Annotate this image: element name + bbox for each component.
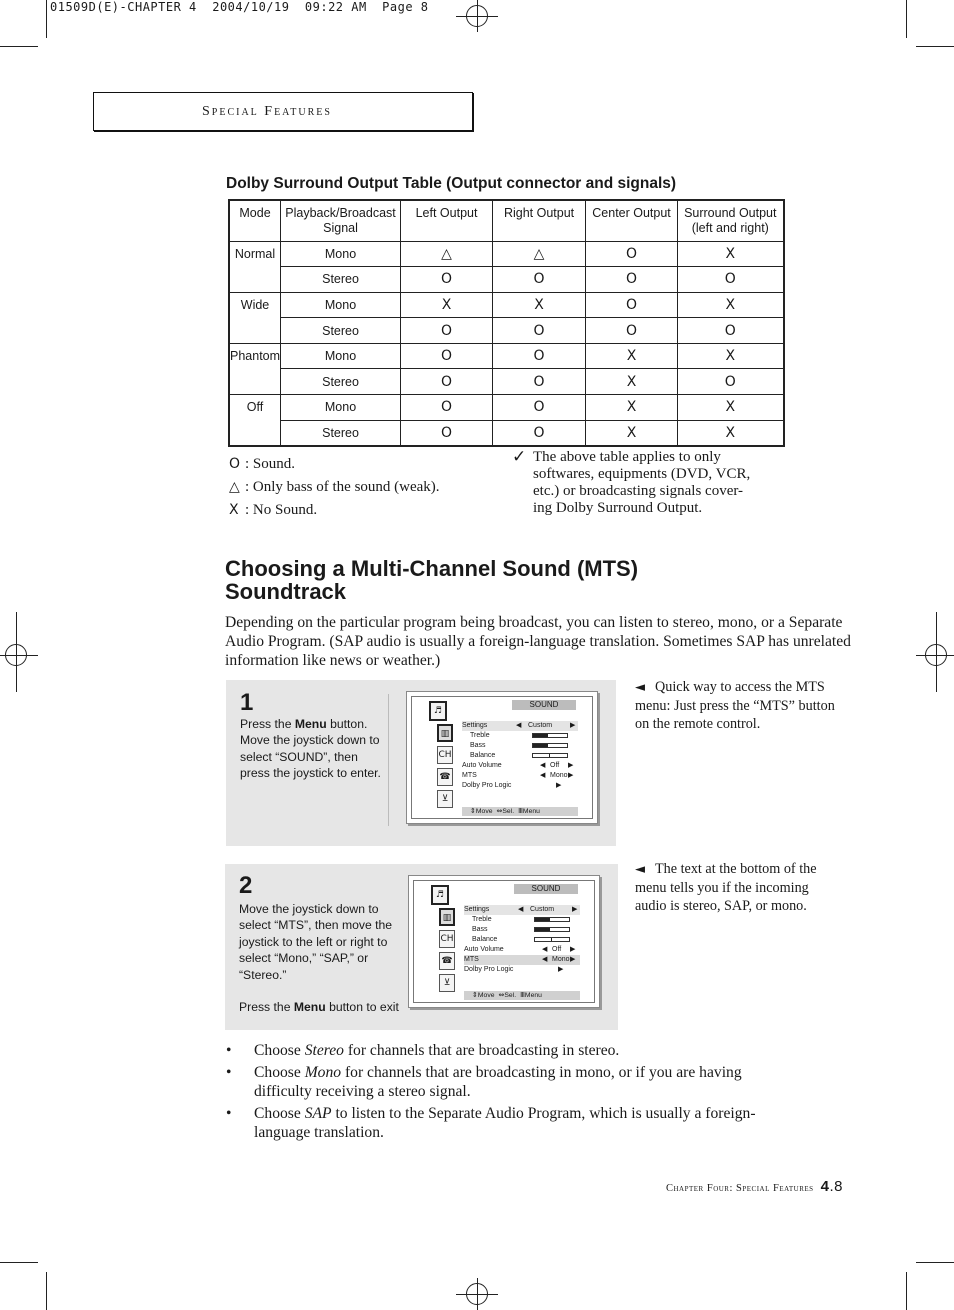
side-note-line — [635, 860, 857, 879]
output-cell: O — [678, 318, 784, 344]
page-number-minor: .8 — [829, 1178, 844, 1195]
table-header-surround-line: Surround Output — [684, 206, 777, 220]
output-cell: X — [586, 420, 678, 446]
signal-cell: Stereo — [281, 369, 401, 395]
osd-level-fill — [535, 938, 552, 941]
side-note-line: menu tells you if the incoming — [635, 880, 809, 896]
mode-cell: Normal — [229, 241, 281, 292]
table-row — [229, 395, 784, 421]
osd-level-bar — [532, 743, 568, 748]
osd-footer — [462, 807, 578, 816]
output-cell: O — [401, 343, 493, 369]
choice-item — [226, 1104, 766, 1142]
step-line: Move the joystick down to — [239, 902, 379, 916]
signal-cell: Mono — [281, 241, 401, 267]
input-icon[interactable]: ⊻ — [437, 790, 453, 808]
choice-text: for channels that are broadcasting in mono, or if you are having difficulty receiving a stereo signal. — [254, 1064, 742, 1100]
osd-row-label: Bass — [470, 742, 486, 749]
side-note-text: The text at the bottom of the — [655, 861, 817, 877]
osd-panel — [413, 880, 595, 1003]
choice-option: Stereo — [304, 1042, 344, 1059]
table-row — [229, 292, 784, 318]
output-cell: O — [401, 369, 493, 395]
osd-row[interactable] — [464, 915, 580, 925]
osd-row-label: Balance — [472, 936, 498, 943]
arrow-right-icon: ▶ — [568, 771, 574, 779]
picture-icon[interactable]: ♬ — [431, 885, 449, 905]
side-note-line: menu: Just press the “MTS” button — [635, 698, 835, 714]
osd-row-value: Mono — [550, 772, 568, 779]
signal-cell: Stereo — [281, 420, 401, 446]
osd-row-label: MTS — [464, 956, 479, 963]
output-cell: X — [678, 420, 784, 446]
legend-text: : Only bass of the sound (weak). — [245, 479, 440, 495]
osd-level-fill — [535, 928, 550, 931]
table-header-left: Left Output — [401, 200, 493, 241]
output-cell: X — [586, 343, 678, 369]
crop-mark — [906, 0, 907, 38]
osd-row[interactable] — [462, 741, 578, 751]
picture-icon[interactable]: ♬ — [429, 701, 447, 721]
table-row — [229, 369, 784, 395]
section-header-text: Special Features — [202, 103, 332, 119]
osd-title: SOUND — [514, 884, 578, 894]
step-1-side-note — [635, 678, 857, 733]
arrow-left-icon: ◀ — [542, 955, 548, 963]
output-cell: X — [678, 241, 784, 267]
osd-footer-sel: Sel. — [504, 992, 517, 999]
signal-cell: Stereo — [281, 318, 401, 344]
osd-panel — [411, 696, 593, 819]
osd-row-value: Custom — [528, 722, 553, 729]
registration-mark — [477, 1278, 478, 1310]
output-cell: O — [493, 420, 586, 446]
osd-row[interactable] — [462, 721, 578, 731]
registration-mark — [0, 655, 38, 656]
step-line: select “MTS”, then move the — [239, 918, 393, 933]
osd-row-value: Mono — [552, 956, 570, 963]
note-line: etc.) or broadcasting signals cover- — [533, 483, 744, 499]
osd-row-label: Settings — [462, 722, 488, 729]
table-header-signal — [281, 200, 401, 241]
signal-cell: Mono — [281, 395, 401, 421]
osd-level-bar — [534, 937, 570, 942]
dolby-output-table — [228, 199, 785, 447]
legend-symbol: X — [229, 502, 239, 518]
osd-level-fill — [533, 734, 548, 737]
mode-cell: Off — [229, 395, 281, 446]
side-note-line — [635, 678, 857, 697]
menu-icon: Ⅲ — [520, 991, 525, 999]
osd-row-value: Off — [550, 762, 560, 769]
choice-text: Choose — [254, 1064, 305, 1081]
arrow-left-icon: ◀ — [540, 761, 546, 769]
arrow-right-icon: ▶ — [570, 721, 576, 729]
osd-footer — [464, 991, 580, 1000]
registration-mark — [477, 0, 478, 32]
mode-cell: Phantom — [229, 343, 281, 394]
print-slug: 01509D(E)-CHAPTER 4 2004/10/19 09:22 AM Page 8 — [50, 0, 429, 14]
registration-mark — [916, 655, 954, 656]
signal-cell: Stereo — [281, 267, 401, 293]
step-2-side-note — [635, 860, 857, 915]
mts-heading — [225, 557, 825, 603]
note-line: The above table applies to only — [533, 449, 721, 465]
arrow-right-icon: ▶ — [556, 781, 562, 789]
step-line: select “SOUND”, then — [240, 749, 358, 764]
step-line: select “Mono,” “SAP,” or — [239, 951, 369, 966]
osd-row-label: Treble — [472, 916, 492, 923]
osd-row[interactable] — [464, 905, 580, 915]
step-line: Press the Menu button to exit — [239, 1000, 399, 1015]
osd-footer-move: Move — [477, 992, 495, 999]
osd-row-label: Dolby Pro Logic — [462, 782, 512, 789]
osd-level-bar — [534, 927, 570, 932]
mts-heading-line: Soundtrack — [225, 579, 347, 604]
choice-text: Choose — [254, 1105, 305, 1122]
step-divider — [388, 694, 389, 826]
arrow-right-icon: ▶ — [570, 955, 576, 963]
bullet-icon: • — [226, 1105, 232, 1122]
output-cell: O — [401, 420, 493, 446]
osd-level-fill — [533, 754, 550, 757]
crop-mark — [906, 1272, 907, 1310]
step-line: “Stereo.” — [239, 967, 287, 982]
output-cell: O — [493, 267, 586, 293]
channel-icon[interactable]: CH — [437, 746, 453, 764]
bullet-icon: • — [226, 1064, 232, 1081]
checkmark-icon: ✓ — [512, 447, 527, 467]
table-header-mode: Mode — [229, 200, 281, 241]
bullet-icon: • — [226, 1042, 232, 1059]
table-row — [229, 267, 784, 293]
output-cell: X — [493, 292, 586, 318]
note-line: softwares, equipments (DVD, VCR, — [533, 466, 751, 482]
osd-row[interactable] — [462, 771, 578, 781]
osd-row-label: Balance — [470, 752, 496, 759]
note-line: ing Dolby Surround Output. — [533, 500, 703, 516]
legend-text: : No Sound. — [245, 502, 318, 518]
osd-level-bar — [532, 753, 568, 758]
mts-heading-line: Choosing a Multi-Channel Sound (MTS) — [225, 556, 639, 581]
crop-mark — [46, 0, 47, 38]
osd-row[interactable] — [462, 751, 578, 761]
osd-footer-move: Move — [475, 808, 493, 815]
output-cell: O — [493, 318, 586, 344]
pointer-triangle-icon: ◄ — [635, 862, 645, 877]
osd-row[interactable] — [464, 945, 580, 955]
output-cell: X — [586, 395, 678, 421]
menu-icon: Ⅲ — [518, 807, 523, 815]
output-cell: X — [678, 343, 784, 369]
osd-row-label: Dolby Pro Logic — [464, 966, 514, 973]
osd-level-fill — [533, 744, 548, 747]
output-cell: O — [401, 318, 493, 344]
step-2-text — [239, 901, 409, 1016]
step-line: press the joystick to enter. — [240, 766, 381, 781]
crop-mark — [46, 1272, 47, 1310]
select-icon: ⇔ — [498, 991, 505, 999]
osd-row[interactable] — [462, 731, 578, 741]
table-header-surround-line: (left and right) — [691, 221, 769, 235]
legend-text: : Sound. — [245, 456, 296, 472]
setup-icon[interactable]: ☎ — [439, 952, 455, 970]
table-row — [229, 343, 784, 369]
osd-row[interactable] — [464, 925, 580, 935]
signal-cell: Mono — [281, 292, 401, 318]
osd-row[interactable] — [462, 781, 578, 791]
table-title: Dolby Surround Output Table (Output connector and signals) — [226, 175, 677, 192]
legend-item — [229, 476, 440, 499]
osd-title: SOUND — [512, 700, 576, 710]
osd-footer-sel: Sel. — [502, 808, 515, 815]
side-note-line: audio is stereo, SAP, or mono. — [635, 898, 807, 914]
crop-mark — [0, 1262, 38, 1263]
output-cell: O — [586, 241, 678, 267]
output-cell: O — [678, 369, 784, 395]
footer-chapter: Chapter Four: Special Features — [666, 1183, 814, 1194]
output-cell: X — [678, 292, 784, 318]
signal-cell: Mono — [281, 343, 401, 369]
pointer-triangle-icon: ◄ — [635, 680, 645, 695]
side-note-text: Quick way to access the MTS — [655, 679, 825, 695]
legend-item — [229, 499, 440, 522]
step-line: Press the Menu button. — [240, 717, 368, 731]
arrow-left-icon: ◀ — [516, 721, 522, 729]
arrow-right-icon: ▶ — [572, 905, 578, 913]
arrow-left-icon: ◀ — [542, 945, 548, 953]
table-header-signal-line: Playback/Broadcast — [285, 206, 396, 220]
osd-footer-menu: Menu — [524, 992, 542, 999]
arrow-left-icon: ◀ — [540, 771, 546, 779]
step-line: Move the joystick down to — [240, 733, 380, 748]
mts-intro: Depending on the particular program being broadcast, you can listen to stereo, mono, or a Separate Audio Program. (SAP audio is usually a foreign-language translation. Sometimes SAP has unrelated information like news or weather.) — [225, 614, 851, 669]
osd-row-label: Auto Volume — [462, 762, 502, 769]
registration-mark — [936, 612, 937, 692]
output-cell: X — [401, 292, 493, 318]
arrow-left-icon: ◀ — [518, 905, 524, 913]
table-header-surround — [678, 200, 784, 241]
choice-text: Choose — [254, 1042, 305, 1059]
step-1-text — [240, 716, 390, 782]
page-number-major: 4 — [820, 1178, 830, 1195]
table-row — [229, 420, 784, 446]
output-cell: O — [401, 395, 493, 421]
step-1-menu-screen — [406, 691, 598, 824]
step-2-number: 2 — [239, 872, 253, 899]
osd-row-label: Settings — [464, 906, 490, 913]
legend-symbol: △ — [229, 479, 240, 495]
table-row — [229, 318, 784, 344]
legend-item — [229, 453, 440, 476]
arrow-right-icon: ▶ — [558, 965, 564, 973]
move-icon: ⇕ — [472, 991, 478, 999]
table-row — [229, 241, 784, 267]
choice-text: to listen to the Separate Audio Program, which is usually a foreign-language translation. — [254, 1105, 756, 1141]
crop-mark — [0, 46, 38, 47]
choice-item — [226, 1041, 766, 1060]
choice-item — [226, 1063, 766, 1101]
table-note — [512, 449, 780, 517]
sound-icon[interactable]: ▥ — [439, 908, 455, 926]
select-icon: ⇔ — [496, 807, 503, 815]
move-icon: ⇕ — [470, 807, 476, 815]
osd-row-label: Auto Volume — [464, 946, 504, 953]
osd-row-label: Treble — [470, 732, 490, 739]
registration-mark — [16, 612, 17, 692]
osd-row-value: Custom — [530, 906, 555, 913]
symbol-legend — [229, 453, 440, 522]
output-cell: O — [678, 267, 784, 293]
output-cell: O — [586, 267, 678, 293]
osd-footer-menu: Menu — [522, 808, 540, 815]
osd-row[interactable] — [464, 955, 580, 965]
osd-level-fill — [535, 918, 550, 921]
osd-row[interactable] — [462, 761, 578, 771]
choice-text: for channels that are broadcasting in stereo. — [343, 1042, 620, 1059]
step-line — [239, 983, 409, 999]
table-header-signal-line: Signal — [323, 221, 358, 235]
legend-symbol: O — [229, 456, 241, 472]
page-footer — [666, 1178, 843, 1195]
output-cell: O — [586, 318, 678, 344]
page-number — [821, 1178, 843, 1195]
side-note-line: on the remote control. — [635, 716, 761, 732]
mode-cell: Wide — [229, 292, 281, 343]
input-icon[interactable]: ⊻ — [439, 974, 455, 992]
output-cell: O — [493, 343, 586, 369]
mts-choice-list — [226, 1041, 766, 1145]
menu-button-label: Menu — [294, 717, 327, 731]
arrow-right-icon: ▶ — [570, 945, 576, 953]
output-cell: O — [493, 369, 586, 395]
choice-option: Mono — [304, 1064, 342, 1081]
osd-row[interactable] — [464, 965, 580, 975]
osd-row-value: Off — [552, 946, 562, 953]
step-line: joystick to the left or right to — [239, 934, 388, 949]
table-header-center: Center Output — [586, 200, 678, 241]
output-cell: O — [493, 395, 586, 421]
output-cell: △ — [493, 241, 586, 267]
output-cell: O — [401, 267, 493, 293]
step-1-number: 1 — [240, 689, 254, 716]
channel-icon[interactable]: CH — [439, 930, 455, 948]
output-cell: X — [586, 369, 678, 395]
section-header — [93, 92, 473, 131]
crop-mark — [916, 46, 954, 47]
output-cell: △ — [401, 241, 493, 267]
setup-icon[interactable]: ☎ — [437, 768, 453, 786]
menu-button-label: Menu — [293, 1000, 326, 1015]
choice-option: SAP — [304, 1105, 332, 1122]
osd-row-label: MTS — [462, 772, 477, 779]
table-header-right: Right Output — [493, 200, 586, 241]
osd-level-bar — [534, 917, 570, 922]
output-cell: X — [678, 395, 784, 421]
arrow-right-icon: ▶ — [568, 761, 574, 769]
step-2-menu-screen — [408, 875, 600, 1008]
osd-level-bar — [532, 733, 568, 738]
sound-icon[interactable]: ▥ — [437, 724, 453, 742]
crop-mark — [916, 1262, 954, 1263]
osd-row-label: Bass — [472, 926, 488, 933]
output-cell: O — [586, 292, 678, 318]
osd-row[interactable] — [464, 935, 580, 945]
